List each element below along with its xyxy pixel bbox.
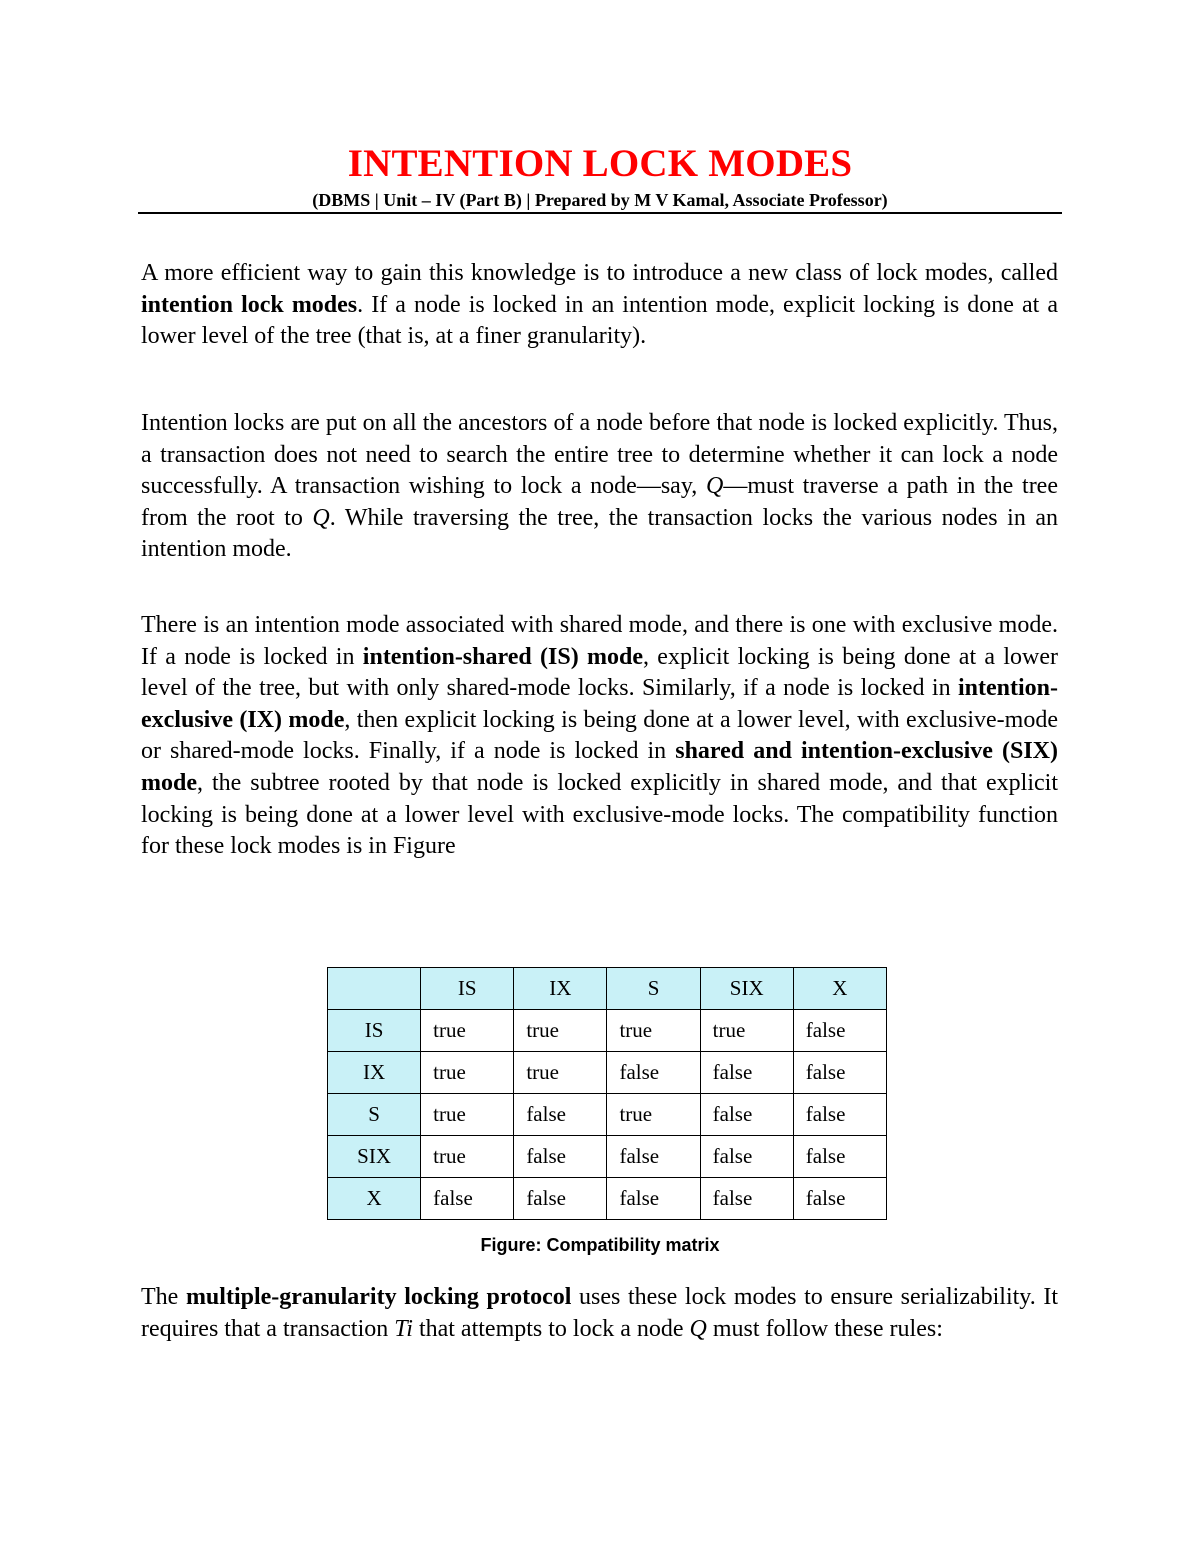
matrix-cell: false bbox=[793, 1094, 886, 1136]
text-run: uses these lock modes to ensure serializability. It requires that a transaction bbox=[141, 1284, 1059, 1342]
matrix-cell: true bbox=[421, 1052, 514, 1094]
text-run: that attempts to lock a node bbox=[412, 1315, 690, 1342]
matrix-cell: true bbox=[514, 1052, 607, 1094]
matrix-cell: false bbox=[514, 1094, 607, 1136]
matrix-cell: false bbox=[700, 1136, 793, 1178]
matrix-cell: false bbox=[793, 1136, 886, 1178]
matrix-row bbox=[328, 1178, 887, 1220]
text-run: The bbox=[141, 1284, 186, 1310]
italic-term: Q bbox=[689, 1315, 707, 1342]
paragraph-modes bbox=[141, 610, 1058, 863]
figure-caption: Figure: Compatibility matrix bbox=[480, 1235, 720, 1255]
matrix-cell: true bbox=[421, 1010, 514, 1052]
matrix-row-header: X bbox=[328, 1178, 421, 1220]
bold-term: intention-shared (IS) mode bbox=[362, 643, 643, 670]
bold-term: intention-exclusive (IX) mode bbox=[141, 675, 1058, 733]
matrix-cell: false bbox=[700, 1052, 793, 1094]
matrix-row bbox=[328, 1052, 887, 1094]
text-run: —must traverse a path in the tree from the root to bbox=[141, 473, 1058, 531]
italic-term: Q bbox=[312, 504, 330, 531]
matrix-column-header: IX bbox=[514, 968, 607, 1010]
text-run: , then explicit locking is being done at a lower level, with exclusive-mode or shared-mode locks. Finally, if a node is locked in bbox=[141, 706, 1058, 765]
matrix-row-header: IS bbox=[328, 1010, 421, 1052]
text-run: . If a node is locked in an intention mode, explicit locking is done at a lower level of the tree (that is, at a finer granularity). bbox=[141, 291, 1058, 350]
paragraph-intro bbox=[141, 258, 1058, 353]
matrix-row-header: IX bbox=[328, 1052, 421, 1094]
matrix-cell: true bbox=[700, 1010, 793, 1052]
bold-term: shared and intention-exclusive (SIX) mode bbox=[141, 738, 1058, 796]
page-title: INTENTION LOCK MODES bbox=[347, 142, 853, 185]
matrix-cell: false bbox=[607, 1178, 700, 1220]
matrix-cell: false bbox=[793, 1178, 886, 1220]
bold-term: intention lock modes bbox=[141, 291, 358, 318]
matrix-corner-cell bbox=[328, 968, 421, 1010]
compatibility-matrix bbox=[327, 967, 887, 1220]
matrix-cell: false bbox=[607, 1052, 700, 1094]
header-divider bbox=[138, 212, 1062, 214]
matrix-cell: true bbox=[607, 1094, 700, 1136]
matrix-cell: false bbox=[700, 1178, 793, 1220]
matrix-row-header: SIX bbox=[328, 1136, 421, 1178]
matrix-row-header: S bbox=[328, 1094, 421, 1136]
text-run: Intention locks are put on all the ancestors of a node before that node is locked explicitly. Thus, a transaction does not need to search the entire tree to determine whether it can lock a node successfully. A transaction wishing to lock a node—say, bbox=[141, 410, 1058, 500]
page-subtitle: (DBMS | Unit – IV (Part B) | Prepared by M V Kamal, Associate Professor) bbox=[312, 190, 888, 210]
matrix-header-row bbox=[328, 968, 887, 1010]
matrix-cell: true bbox=[514, 1010, 607, 1052]
bold-term: multiple-granularity locking protocol bbox=[185, 1284, 572, 1310]
text-run: A more efficient way to gain this knowledge is to introduce a new class of lock modes, called bbox=[141, 260, 1058, 286]
paragraph-protocol bbox=[141, 1282, 1058, 1345]
matrix-column-header: IS bbox=[421, 968, 514, 1010]
matrix-row bbox=[328, 1136, 887, 1178]
matrix-cell: false bbox=[793, 1052, 886, 1094]
text-run: must follow these rules: bbox=[706, 1315, 943, 1342]
text-run: , explicit locking is being done at a lower level of the tree, but with only shared-mode locks. Similarly, if a node is locked in bbox=[141, 643, 1059, 702]
matrix-column-header: X bbox=[793, 968, 886, 1010]
matrix-cell: true bbox=[421, 1094, 514, 1136]
italic-term: Q bbox=[705, 473, 724, 500]
matrix-cell: false bbox=[700, 1094, 793, 1136]
matrix-row bbox=[328, 1094, 887, 1136]
paragraph-ancestors bbox=[141, 408, 1058, 566]
matrix-cell: false bbox=[607, 1136, 700, 1178]
matrix-cell: false bbox=[514, 1178, 607, 1220]
matrix-cell: false bbox=[421, 1178, 514, 1220]
italic-term: Ti bbox=[394, 1315, 413, 1342]
text-run: . While traversing the tree, the transaction locks the various nodes in an intention mode. bbox=[141, 504, 1058, 563]
matrix-row bbox=[328, 1010, 887, 1052]
matrix-cell: true bbox=[607, 1010, 700, 1052]
matrix-column-header: S bbox=[607, 968, 700, 1010]
text-run: , the subtree rooted by that node is locked explicitly in shared mode, and that explicit locking is being done at a lower level with exclusive-mode locks. The compatibility function for these lock modes is in Figure bbox=[141, 769, 1058, 860]
matrix-column-header: SIX bbox=[700, 968, 793, 1010]
matrix-cell: true bbox=[421, 1136, 514, 1178]
matrix-cell: false bbox=[793, 1010, 886, 1052]
text-run: There is an intention mode associated with shared mode, and there is one with exclusive mode. If a node is locked in bbox=[141, 612, 1058, 670]
matrix-cell: false bbox=[514, 1136, 607, 1178]
